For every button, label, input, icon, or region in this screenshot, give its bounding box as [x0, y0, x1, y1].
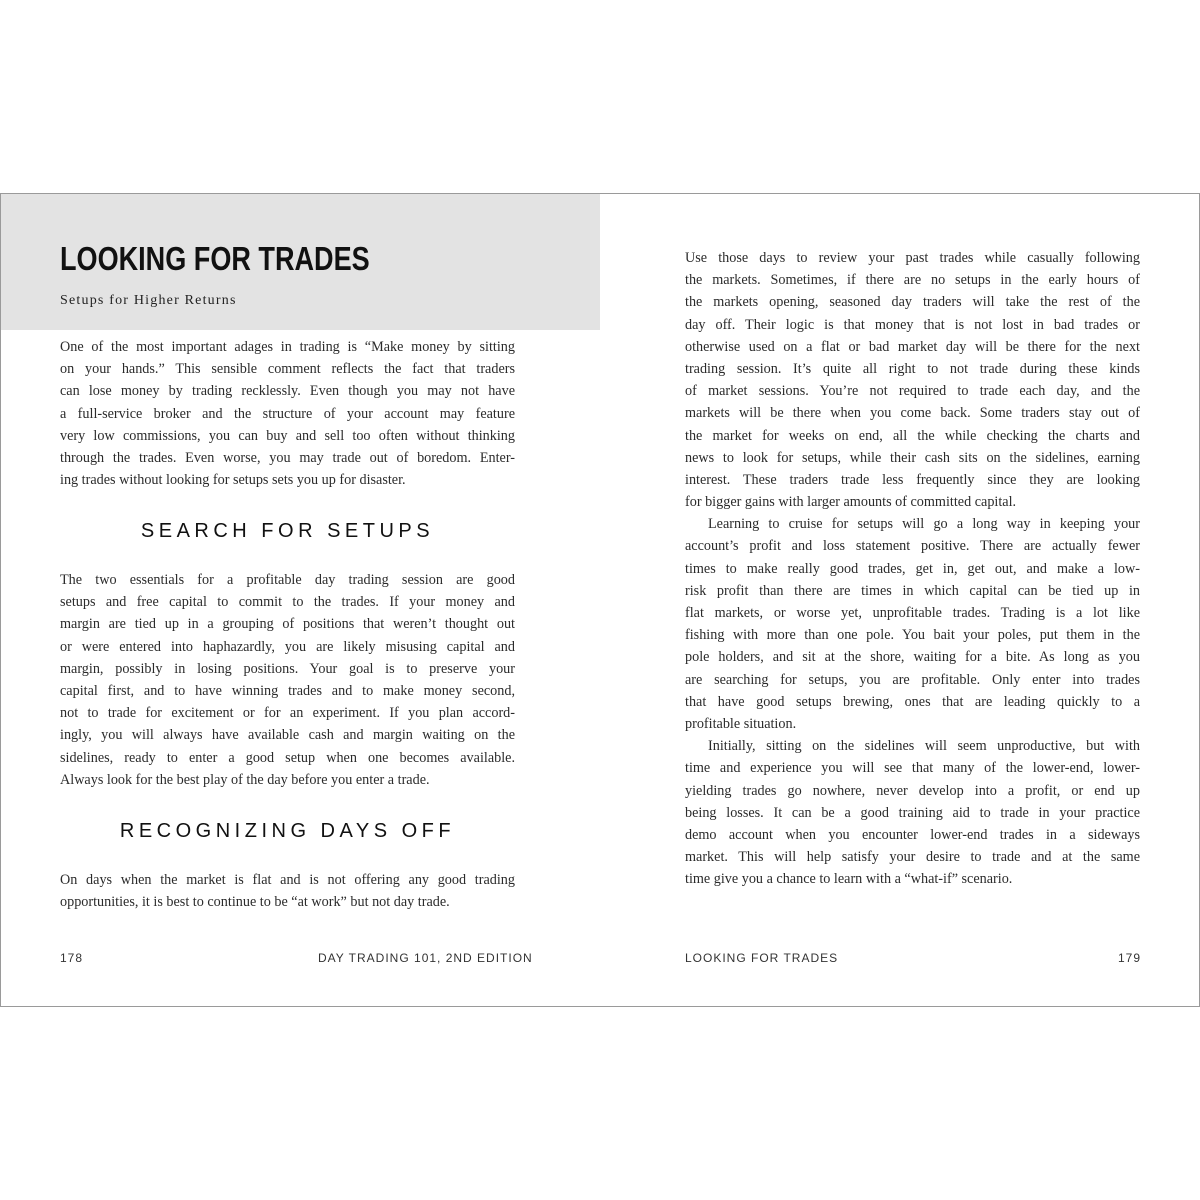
section-heading-recognizing-days-off: RECOGNIZING DAYS OFF: [119, 820, 456, 842]
text-line: are searching for setups, you are profitable. Only enter into trades: [685, 671, 1140, 688]
text-line: Always look for the best play of the day before you enter a trade.: [60, 771, 430, 788]
intro-paragraph: [60, 336, 515, 491]
text-line: a full-service broker and the structure of your account may feature: [60, 405, 515, 422]
text-line: that have good setups brewing, ones that are leading quickly to a: [685, 693, 1140, 710]
text-line: fishing with more than one pole. You bait your poles, put them in the: [685, 627, 1140, 644]
text-line: ing trades without looking for setups sets you up for disaster.: [60, 472, 406, 489]
text-line: through the trades. Even worse, you may trade out of boredom. Enter-: [60, 449, 515, 466]
paragraph: [685, 513, 1140, 735]
text-line: opportunities, it is best to continue to be “at work” but not day trade.: [60, 894, 450, 911]
text-line: flat markets, or worse yet, unprofitable trades. Trading is a lot like: [685, 605, 1140, 621]
text-line: can lose money by trading recklessly. Even though you may not have: [60, 383, 515, 400]
text-line: times to make really good trades, get in, get out, and make a low-: [685, 560, 1140, 577]
running-footer-left: DAY TRADING 101, 2ND EDITION: [318, 951, 533, 965]
text-line: capital first, and to have winning trades and to make money second,: [60, 682, 515, 699]
text-line: trading session. It’s quite all right to not trade during these kinds: [685, 360, 1140, 377]
text-line: of market sessions. You’re not required to trade each day, and the: [685, 383, 1140, 400]
running-footer-right: LOOKING FOR TRADES: [685, 951, 839, 965]
text-line: margin are tied up in a grouping of positions that weren’t thought out: [60, 616, 515, 633]
text-line: interest. These traders trade less frequently since they are looking: [685, 471, 1140, 488]
text-line: yielding trades go nowhere, never develop into a profit, or end up: [685, 782, 1140, 799]
text-line: the markets. Sometimes, if there are no setups in the early hours of: [685, 272, 1140, 289]
section-heading-search-for-setups: SEARCH FOR SETUPS: [140, 520, 435, 542]
text-line: for bigger gains with larger amounts of committed capital.: [685, 494, 1017, 511]
text-line: markets will be there when you come back. Some traders stay out of: [685, 405, 1140, 422]
text-line: day off. Their logic is that money that is not lost in bad trades or: [685, 316, 1140, 333]
text-line: ingly, you will always have available cash and margin waiting on the: [60, 727, 515, 744]
text-line: margin, possibly in losing positions. Your goal is to preserve your: [60, 660, 515, 677]
text-line: profitable situation.: [685, 715, 797, 732]
text-line: very low commissions, you can buy and sell too often without thinking: [60, 427, 515, 444]
text-line: Use those days to review your past trades while casually following: [685, 250, 1140, 266]
text-line: market. This will help satisfy your desire to trade and at the same: [685, 849, 1140, 866]
text-line: account’s profit and loss statement positive. There are actually fewer: [685, 538, 1140, 555]
text-line: being losses. It can be a good training aid to trade in your practice: [685, 804, 1140, 821]
chapter-subtitle: Setups for Higher Returns: [60, 293, 237, 308]
text-line: Initially, sitting on the sidelines will seem unproductive, but with: [708, 738, 1140, 755]
text-line: One of the most important adages in trading is “Make money by sitting: [60, 339, 515, 355]
text-line: setups and free capital to commit to the trades. If your money and: [60, 594, 515, 611]
text-line: demo account when you encounter lower-end trades in a sideways: [685, 826, 1140, 843]
search-for-setups-paragraph: [60, 569, 515, 791]
paragraph: [685, 735, 1140, 890]
text-line: The two essentials for a profitable day trading session are good: [60, 572, 515, 588]
paragraph: [685, 247, 1140, 513]
text-line: Learning to cruise for setups will go a long way in keeping your: [708, 516, 1140, 533]
text-line: On days when the market is flat and is not offering any good trading: [60, 872, 515, 888]
text-line: time give you a chance to learn with a “what-if” scenario.: [685, 871, 1013, 888]
page-number-right: 179: [1118, 951, 1142, 965]
text-line: not to trade for excitement or for an experiment. If you plan accord-: [60, 705, 515, 722]
page-number-left: 178: [60, 951, 84, 965]
right-page-body: [685, 247, 1140, 890]
text-line: the markets opening, seasoned day traders will take the rest of the: [685, 294, 1140, 311]
text-line: pole holders, and sit at the shore, waiting for a bite. As long as you: [685, 649, 1140, 666]
text-line: time and experience you will see that many of the lower-end, lower-: [685, 760, 1140, 777]
text-line: news to look for setups, while their cash sits on the sidelines, earning: [685, 449, 1140, 466]
text-line: or were entered into haphazardly, you are likely misusing capital and: [60, 638, 515, 655]
recognizing-days-off-paragraph: [60, 869, 515, 913]
text-line: the market for weeks on end, all the while checking the charts and: [685, 427, 1140, 444]
text-line: otherwise used on a flat or bad market day will be there for the next: [685, 338, 1140, 355]
text-line: sidelines, ready to enter a good setup when one becomes available.: [60, 749, 515, 766]
text-line: on your hands.” This sensible comment reflects the fact that traders: [60, 361, 515, 378]
chapter-title: LOOKING FOR TRADES: [60, 240, 370, 277]
text-line: risk profit than there are times in which capital can be tied up in: [685, 582, 1140, 599]
